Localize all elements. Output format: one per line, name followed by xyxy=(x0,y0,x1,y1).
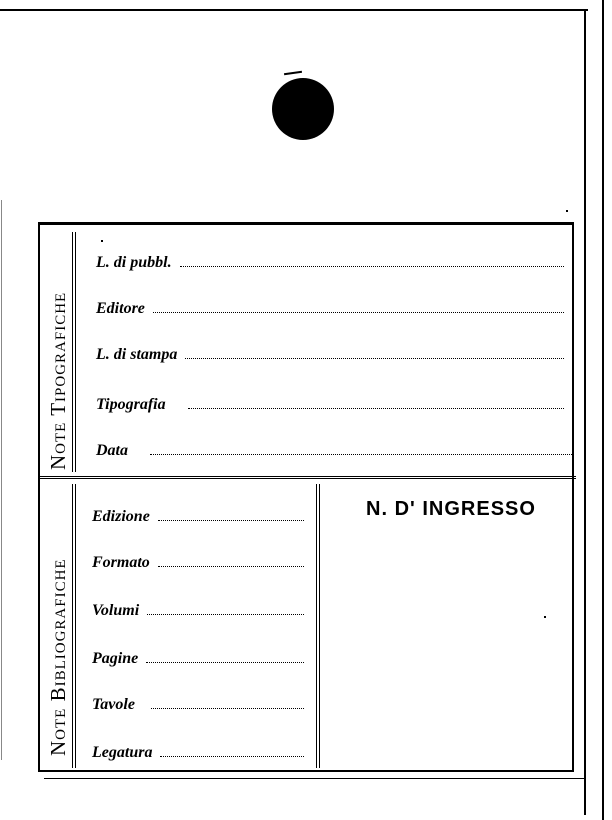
field-edizione[interactable] xyxy=(92,506,304,530)
field-line[interactable] xyxy=(188,394,564,409)
numero-ingresso-heading: N. D' INGRESSO xyxy=(366,498,536,520)
field-luogo-stampa[interactable] xyxy=(96,344,564,368)
field-luogo-pubblicazione[interactable] xyxy=(96,252,564,276)
field-label: Tavole xyxy=(92,696,135,713)
section-divider xyxy=(38,476,576,479)
scan-speck xyxy=(566,210,568,212)
scan-speck xyxy=(101,240,103,242)
punch-hole xyxy=(272,78,334,140)
field-label: Formato xyxy=(92,554,150,571)
scan-edge-right-outer xyxy=(602,0,604,820)
field-label: L. di stampa xyxy=(96,346,178,363)
side-rule-bottom xyxy=(72,484,76,768)
scan-speck xyxy=(544,616,546,618)
field-line[interactable] xyxy=(180,252,564,267)
column-divider xyxy=(316,484,320,768)
field-line[interactable] xyxy=(150,440,572,455)
field-volumi[interactable] xyxy=(92,600,304,624)
scan-edge-top xyxy=(0,9,588,11)
field-line[interactable] xyxy=(158,552,304,567)
field-label: Volumi xyxy=(92,602,140,619)
field-label: Data xyxy=(96,442,128,459)
field-label: Edizione xyxy=(92,508,150,525)
side-rule-top xyxy=(72,232,76,472)
scan-edge-bottom xyxy=(44,778,584,779)
field-label: L. di pubbl. xyxy=(96,254,172,271)
scan-edge-left xyxy=(1,200,2,760)
field-pagine[interactable] xyxy=(92,648,304,672)
field-data[interactable] xyxy=(96,440,572,464)
field-editore[interactable] xyxy=(96,298,564,322)
field-tavole[interactable] xyxy=(92,694,304,718)
field-line[interactable] xyxy=(146,648,304,663)
field-line[interactable] xyxy=(185,344,564,359)
field-label: Editore xyxy=(96,300,145,317)
section-title-bibliografiche: Note Bibliografiche xyxy=(46,558,70,756)
section-title-tipografiche: Note Tipografiche xyxy=(46,291,70,470)
field-line[interactable] xyxy=(153,298,564,313)
field-label: Tipografia xyxy=(96,396,166,413)
field-line[interactable] xyxy=(158,506,304,521)
field-formato[interactable] xyxy=(92,552,304,576)
field-legatura[interactable] xyxy=(92,742,304,766)
field-line[interactable] xyxy=(151,694,304,709)
field-label: Pagine xyxy=(92,650,139,667)
scan-edge-right xyxy=(584,9,586,815)
punch-hole-mark xyxy=(284,71,302,75)
field-line[interactable] xyxy=(147,600,304,615)
field-label: Legatura xyxy=(92,744,153,761)
field-line[interactable] xyxy=(160,742,304,757)
field-tipografia[interactable] xyxy=(96,394,564,418)
